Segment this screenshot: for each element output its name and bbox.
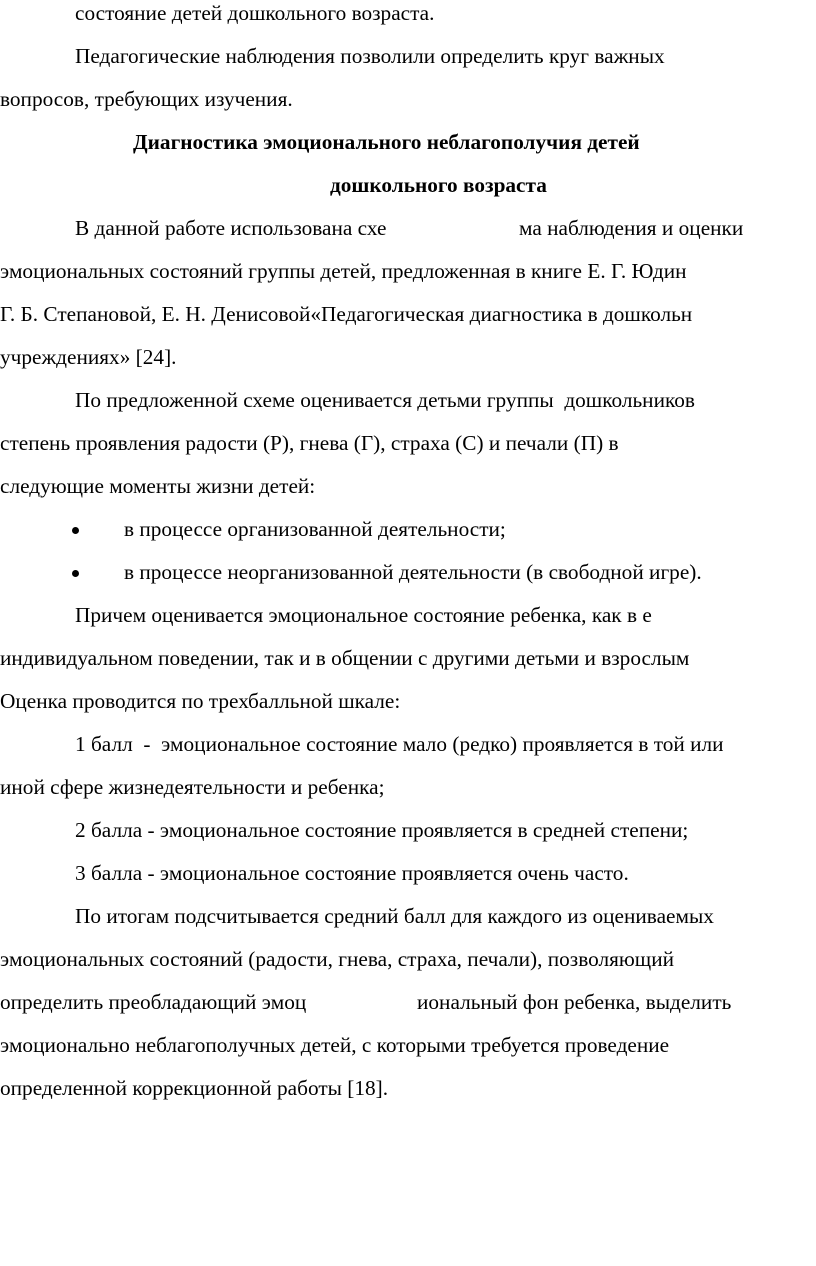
text-line: Причем оценивается эмоциональное состояние ребенка, как в е (75, 603, 652, 627)
scale-item: 3 балла - эмоциональное состояние проявляется очень часто. (75, 861, 629, 885)
text-line: Оценка проводится по трехбалльной шкале: (0, 689, 401, 713)
text-line: В данной работе использована схе (75, 216, 387, 240)
text-line: эмоциональных состояний группы детей, предложенная в книге Е. Г. Юдин (0, 259, 687, 283)
heading-line: дошкольного возраста (330, 173, 547, 197)
bullet-icon (72, 570, 79, 577)
text-line: Педагогические наблюдения позволили определить круг важных (75, 44, 665, 68)
text-line: степень проявления радости (Р), гнева (Г), страха (С) и печали (П) в (0, 431, 619, 455)
text-line: следующие моменты жизни детей: (0, 474, 316, 498)
bullet-text: в процессе организованной деятельности; (124, 517, 506, 541)
text-line: вопросов, требующих изучения. (0, 87, 293, 111)
text-line: индивидуальном поведении, так и в общении с другими детьми и взрослым (0, 646, 690, 670)
scale-item: 1 балл - эмоциональное состояние мало (редко) проявляется в той или (75, 732, 724, 756)
text-line: ма наблюдения и оценки (519, 216, 744, 240)
bullet-text: в процессе неорганизованной деятельности (в свободной игре). (124, 560, 702, 584)
scale-item: иной сфере жизнедеятельности и ребенка; (0, 775, 385, 799)
text-line: По предложенной схеме оценивается детьми группы дошкольников (75, 388, 695, 412)
text-line: определить преобладающий эмоц (0, 990, 307, 1014)
text-line: эмоциональных состояний (радости, гнева, страха, печали), позволяющий (0, 947, 675, 971)
text-line: иональный фон ребенка, выделить (417, 990, 732, 1014)
text-line: учреждениях» [24]. (0, 345, 177, 369)
text-line: Г. Б. Степановой, Е. Н. Денисовой«Педагогическая диагностика в дошкольн (0, 302, 693, 326)
text-line: По итогам подсчитывается средний балл для каждого из оцениваемых (75, 904, 714, 928)
bullet-icon (72, 527, 79, 534)
scale-item: 2 балла - эмоциональное состояние проявляется в средней степени; (75, 818, 689, 842)
text-line: определенной коррекционной работы [18]. (0, 1076, 389, 1100)
heading-line: Диагностика эмоционального неблагополучия детей (133, 130, 640, 154)
text-line: состояние детей дошкольного возраста. (75, 1, 435, 25)
text-line: эмоционально неблагополучных детей, с которыми требуется проведение (0, 1033, 670, 1057)
